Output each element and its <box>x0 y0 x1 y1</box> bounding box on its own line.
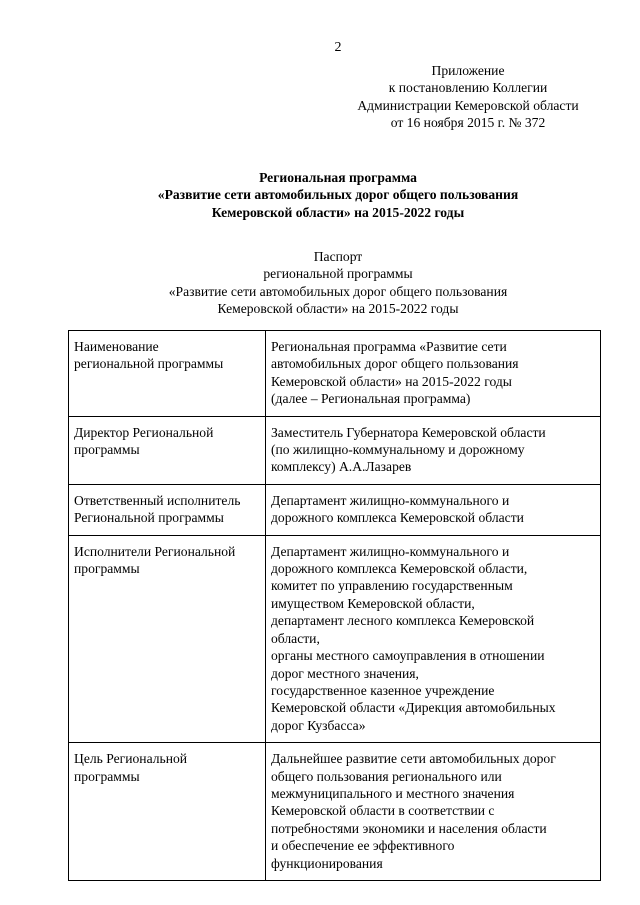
appendix-line: Администрации Кемеровской области <box>357 97 579 113</box>
table-row <box>69 331 601 417</box>
passport-table <box>68 330 601 881</box>
row-value-line: функционирования <box>271 855 383 871</box>
row-value-line: (по жилищно-коммунальному и дорожному <box>271 442 525 458</box>
row-value-cell <box>266 484 601 535</box>
row-value-line: дорожного комплекса Кемеровской области <box>271 510 524 526</box>
appendix-header <box>338 62 598 131</box>
row-value-line: имуществом Кемеровской области, <box>271 595 475 611</box>
row-value-line: органы местного самоуправления в отношении <box>271 648 545 664</box>
row-label-cell <box>69 743 266 881</box>
title-line: Кемеровской области» на 2015-2022 годы <box>211 204 465 220</box>
row-label-line: Ответственный исполнитель <box>74 492 241 508</box>
passport-line: «Развитие сети автомобильных дорог общего пользования <box>168 283 508 299</box>
row-value-line: Департамент жилищно-коммунального и <box>271 543 510 559</box>
row-value-line: дорог Кузбасса» <box>271 717 366 733</box>
row-value-line: комплексу) А.А.Лазарев <box>271 459 412 475</box>
row-label-line: региональной программы <box>74 356 224 372</box>
row-value-cell <box>266 331 601 417</box>
row-label-cell <box>69 484 266 535</box>
row-label-line: Цель Региональной <box>74 751 188 767</box>
row-label-line: программы <box>74 442 140 458</box>
row-value-cell <box>266 743 601 881</box>
table-row <box>69 743 601 881</box>
row-label-line: программы <box>74 561 140 577</box>
row-value-line: (далее – Региональная программа) <box>271 391 471 407</box>
row-value-line: комитет по управлению государственным <box>271 578 513 594</box>
passport-table-body <box>69 331 601 881</box>
row-label-cell <box>69 416 266 484</box>
row-label-cell <box>69 331 266 417</box>
row-label-line: Наименование <box>74 339 159 354</box>
row-value-cell <box>266 416 601 484</box>
row-label-cell <box>69 535 266 742</box>
row-value-line: области, <box>271 630 320 646</box>
table-row <box>69 535 601 742</box>
table-row <box>69 484 601 535</box>
row-value-line: Кемеровской области» на 2015-2022 годы <box>271 373 512 389</box>
row-value-line: общего пользования регионального или <box>271 768 502 784</box>
row-label-line: Директор Региональной <box>74 424 214 440</box>
passport-heading <box>0 248 640 317</box>
row-value-line: Дальнейшее развитие сети автомобильных дорог <box>271 751 556 767</box>
passport-line: Паспорт <box>313 249 363 264</box>
row-value-line: государственное казенное учреждение <box>271 682 495 698</box>
document-title <box>0 169 640 221</box>
row-value-line: Кемеровской области в соответствии с <box>271 803 495 819</box>
row-value-line: и обеспечение ее эффективного <box>271 838 455 854</box>
title-line: «Развитие сети автомобильных дорог общего пользования <box>157 187 519 203</box>
row-label-line: Исполнители Региональной <box>74 543 236 559</box>
passport-line: Кемеровской области» на 2015-2022 годы <box>217 300 459 316</box>
row-value-line: автомобильных дорог общего пользования <box>271 356 519 372</box>
page-number: 2 <box>334 40 342 55</box>
row-value-line: потребностями экономики и населения области <box>271 820 547 836</box>
appendix-line: от 16 ноября 2015 г. № 372 <box>390 114 546 130</box>
appendix-line: к постановлению Коллегии <box>388 80 548 96</box>
title-line: Региональная программа <box>259 170 417 185</box>
row-value-line: Департамент жилищно-коммунального и <box>271 492 510 508</box>
row-label-line: программы <box>74 768 140 784</box>
appendix-line: Приложение <box>431 63 505 78</box>
row-value-line: дорог местного значения, <box>271 665 419 681</box>
row-value-line: дорожного комплекса Кемеровской области, <box>271 561 528 577</box>
row-value-line: Региональная программа «Развитие сети <box>271 339 507 354</box>
row-value-line: Кемеровской области «Дирекция автомобильных <box>271 700 556 716</box>
passport-line: региональной программы <box>263 266 413 282</box>
row-value-cell <box>266 535 601 742</box>
row-value-line: Заместитель Губернатора Кемеровской области <box>271 424 546 440</box>
table-row <box>69 416 601 484</box>
row-label-line: Региональной программы <box>74 510 224 526</box>
row-value-line: межмуниципального и местного значения <box>271 785 515 801</box>
row-value-line: департамент лесного комплекса Кемеровской <box>271 613 535 629</box>
